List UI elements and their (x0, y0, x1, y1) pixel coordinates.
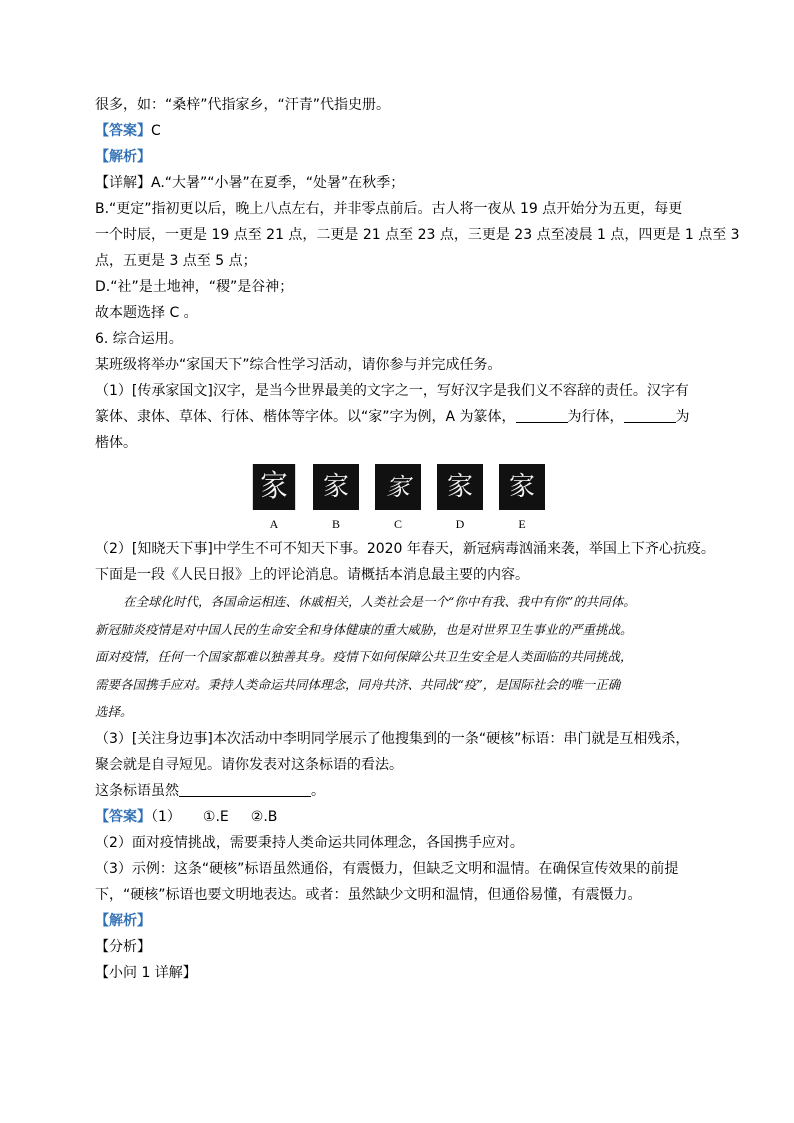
calligraphy-image: 家 (375, 464, 421, 510)
calligraphy-sample (313, 464, 359, 534)
text-line: （2）[知晓天下事]中学生不可不知天下事。2020 年春天，新冠病毒汹涌来袭，举国上下齐心抗疫。 (95, 541, 715, 557)
answer-tag: 【答案】 (95, 808, 151, 825)
quote-line: 在全球化时代，各国命运相连、休戚相关，人类社会是一个“你中有我、我中有你”的共同体。 (123, 594, 636, 609)
quote-line: 选择。 (95, 704, 133, 719)
calligraphy-image: 家 (253, 464, 295, 510)
calligraphy-sample (251, 464, 297, 534)
document-content (95, 92, 740, 986)
text-line: 故本题选择 C 。 (95, 305, 198, 321)
fenxi-line: 【分析】 (95, 938, 151, 955)
quote-line: 需要各国携手应对。秉持人类命运共同体理念，同舟共济、共同战“疫”，是国际社会的唯一正确 (95, 676, 621, 692)
text-line: （3）[关注身边事]本次活动中李明同学展示了他搜集到的一条“硬核”标语：串门就是互相残杀， (95, 730, 690, 747)
sample-label: D (455, 517, 465, 531)
text-line: D.“社”是土地神，“稷”是谷神； (95, 279, 294, 295)
news-quote (95, 588, 701, 726)
analysis-line (95, 144, 701, 170)
calligraphy-sample (499, 464, 545, 534)
answer-line (95, 118, 701, 144)
text-line: （2）面对疫情挑战，需要秉持人类命运共同体理念，各国携手应对。 (95, 834, 524, 851)
answer-blank[interactable] (624, 406, 676, 423)
calligraphy-image: 家 (313, 464, 359, 510)
calligraphy-image: 家 (499, 464, 545, 510)
calligraphy-samples (95, 464, 701, 534)
analysis-line (95, 908, 701, 934)
calligraphy-sample (375, 464, 421, 534)
text-line: 下面是一段《人民日报》上的评论消息。请概括本消息最主要的内容。 (95, 567, 529, 583)
text-line: （3）示例：这条“硬核”标语虽然通俗，有震慑力，但缺乏文明和温情。在确保宣传效果的前提 (95, 860, 679, 877)
sample-label: B (331, 517, 340, 531)
answer-option: ②.B (250, 808, 278, 825)
answer-option: ①.E (202, 808, 229, 825)
analysis-tag: 【解析】 (95, 149, 151, 165)
question-heading: 6. 综合运用。 (95, 331, 183, 347)
text-line: 楷体。 (95, 435, 137, 451)
answer-blank[interactable] (516, 406, 568, 423)
answer-line: 【答案】（1） ①.E ②.B (95, 808, 278, 825)
answer-tag: 【答案】 (95, 123, 151, 139)
quote-line: 面对疫情，任何一个国家都难以独善其身。疫情下如何保障公共卫生安全是人类面临的共同挑战， (95, 649, 633, 664)
answer-blank[interactable] (179, 780, 311, 797)
calligraphy-image: 家 (437, 464, 483, 510)
text-line: B.“更定”指初更以后，晚上八点左右，并非零点前后。古人将一夜从 19 点开始分为五更，每更 (95, 201, 683, 217)
text-line: 很多，如：“桑梓”代指家乡，“汗青”代指史册。 (95, 97, 391, 113)
sample-label: C (393, 517, 402, 531)
text-line: 某班级将举办“家国天下”综合性学习活动，请你参与并完成任务。 (95, 357, 502, 373)
calligraphy-sample (437, 464, 483, 534)
question-line-with-blanks: 篆体、隶体、草体、行体、楷体等字体。以“家”字为例，A 为篆体， 为行体， 为 (95, 404, 701, 430)
sample-label: A (269, 517, 279, 531)
text-line: 聚会就是自寻短见。请你发表对这条标语的看法。 (95, 756, 403, 773)
text-line: 【详解】A.“大暑”“小暑”在夏季，“处暑”在秋季； (95, 175, 405, 191)
quote-line: 新冠肺炎疫情是对中国人民的生命安全和身体健康的重大威胁，也是对世界卫生事业的严重挑战。 (95, 621, 633, 637)
text-line: 点，五更是 3 点至 5 点； (95, 253, 257, 269)
sample-label: E (518, 517, 526, 531)
subquestion-heading: 【小问 1 详解】 (95, 964, 197, 981)
fill-line: 这条标语虽然 。 (95, 778, 701, 804)
analysis-tag: 【解析】 (95, 912, 151, 929)
text-line: （1）[传承家国文]汉字，是当今世界最美的文字之一，写好汉字是我们义不容辞的责任。汉字有 (95, 383, 689, 399)
text-line: 一个时辰，一更是 19 点至 21 点，二更是 21 点至 23 点，三更是 23 点至凌晨 1 点，四更是 1 点至 3 (95, 227, 740, 243)
answer-value: C (151, 123, 161, 139)
text-line: 下，“硬核”标语也要文明地表达。或者：虽然缺少文明和温情，但通俗易懂，有震慑力。 (95, 886, 642, 903)
